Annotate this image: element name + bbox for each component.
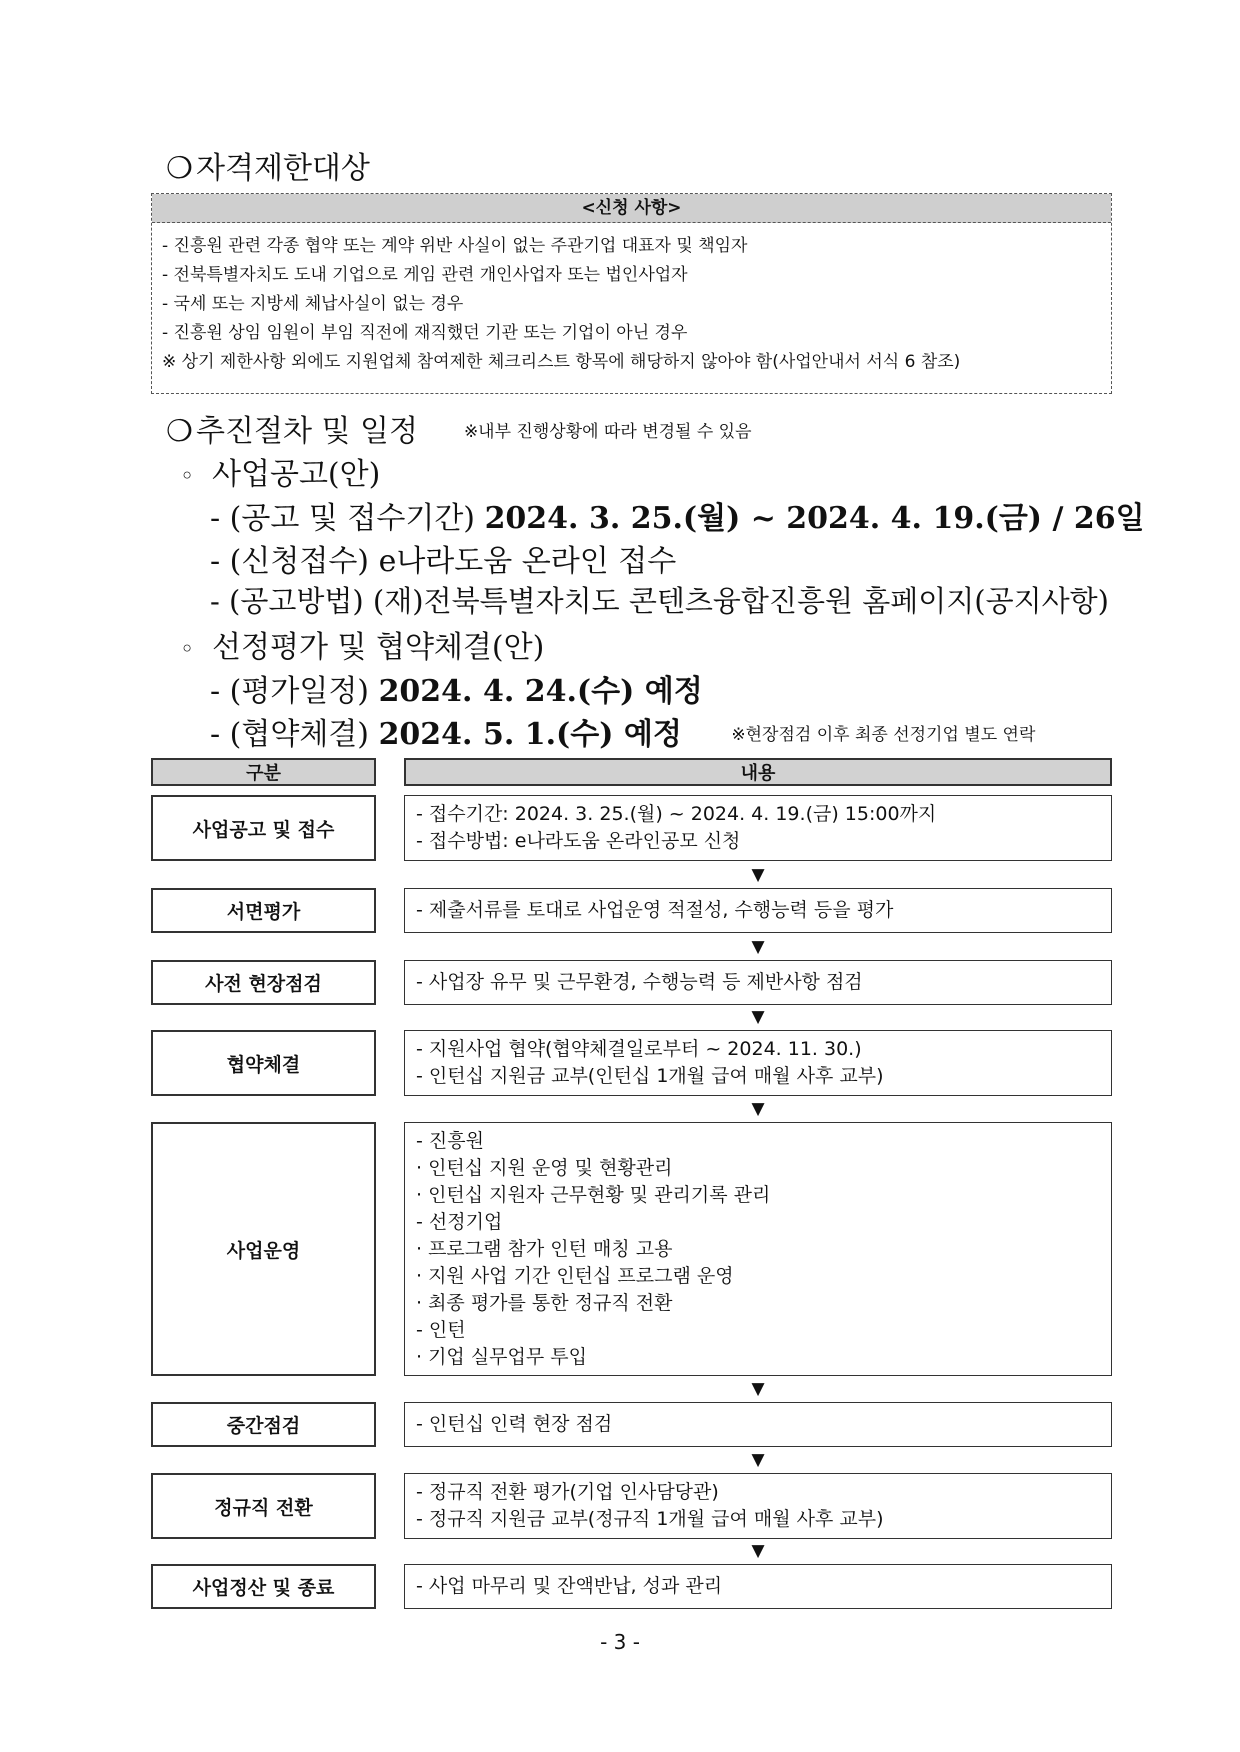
flow-step-label: 중간점검 [151,1402,376,1447]
flow-step-line: - 인턴십 지원금 교부(인턴십 1개월 급여 매월 사후 교부) [416,1065,884,1087]
flow-step-line: - 접수기간: 2024. 3. 25.(월) ~ 2024. 4. 19.(금) 15:00까지 [416,803,937,825]
flow-arrow-down-icon: ▼ [751,1379,765,1399]
flow-step-label: 사업운영 [151,1122,376,1376]
page-number: - 3 - [600,1630,640,1654]
qualification-item: - 진흥원 관련 각종 협약 또는 계약 위반 사실이 없는 주관기업 대표자 및 책임자 [162,236,748,256]
flow-step-label: 협약체결 [151,1030,376,1096]
flow-step-line: - 인턴십 인력 현장 점검 [416,1413,613,1435]
flow-step-line: · 프로그램 참가 인턴 매칭 고용 [416,1237,673,1260]
flow-step-label: 사업공고 및 접수 [151,795,376,861]
flow-step-line: - 사업 마무리 및 잔액반납, 성과 관리 [416,1575,723,1597]
circle-bullet-icon: ❍ [166,151,193,186]
small-circle-bullet-icon: ◦ [180,462,195,490]
schedule-line [210,666,703,710]
schedule-label: - (평가일정) [210,674,370,709]
flow-step-content [404,1122,1112,1376]
flow-header-content: 내용 [404,758,1112,786]
schedule-label: - (신청접수) [210,544,370,579]
qualification-item: - 진흥원 상임 임원이 부임 직전에 재직했던 기관 또는 기업이 아닌 경우 [162,323,688,343]
schedule-label: - (공고 및 접수기간) [210,501,476,536]
flow-arrow-down-icon: ▼ [751,1541,765,1561]
qualification-item: - 국세 또는 지방세 체납사실이 없는 경우 [162,294,464,314]
schedule-line [210,709,1035,753]
flow-arrow-down-icon: ▼ [751,1007,765,1027]
flow-step-content [404,795,1112,861]
flow-step-label: 정규직 전환 [151,1473,376,1539]
procedure-title: 추진절차 및 일정 [196,414,418,449]
schedule-line [210,579,1109,620]
flow-step-line: · 최종 평가를 통한 정규직 전환 [416,1291,673,1314]
flow-step-content [404,888,1112,933]
flow-step-line: - 접수방법: e나라도움 온라인공모 신청 [416,830,741,852]
flow-step-content [404,1402,1112,1447]
flow-header-label: 구분 [151,758,376,786]
qualification-box [151,193,1112,394]
flow-step-content [404,1030,1112,1096]
schedule-line [210,536,676,580]
flow-step-line: · 기업 실무업무 투입 [416,1345,587,1368]
qualification-note: ※ 상기 제한사항 외에도 지원업체 참여제한 체크리스트 항목에 해당하지 않아야 함(사업안내서 서식 6 참조) [162,352,961,372]
schedule-line [210,493,1145,537]
flow-step-content [404,960,1112,1005]
qualification-heading [166,143,370,187]
flow-step-line: · 인턴십 지원자 근무현황 및 관리기록 관리 [416,1183,771,1206]
flow-step-line: - 지원사업 협약(협약체결일로부터 ~ 2024. 11. 30.) [416,1038,862,1060]
schedule-label: - (공고방법) [210,584,364,618]
flow-step-label: 사업정산 및 종료 [151,1564,376,1609]
qualification-box-header: <신청 사항> [152,194,1111,223]
schedule-value: (재)전북특별자치도 콘텐츠융합진흥원 홈페이지(공지사항) [372,584,1109,618]
circle-bullet-icon: ❍ [166,414,193,449]
qualification-title: 자격제한대상 [196,151,370,186]
flow-arrow-down-icon: ▼ [751,1450,765,1470]
flow-step-line: - 선정기업 [416,1210,503,1233]
qualification-list [152,223,1111,377]
subsection-heading [180,449,380,493]
flow-arrow-down-icon: ▼ [751,1099,765,1119]
flow-step-label: 사전 현장점검 [151,960,376,1005]
flow-step-line: - 제출서류를 토대로 사업운영 적절성, 수행능력 등을 평가 [416,899,894,921]
subsection-title: 사업공고(안) [212,457,381,492]
flow-step-line: · 지원 사업 기간 인턴십 프로그램 운영 [416,1264,734,1287]
flow-step-content [404,1473,1112,1539]
flow-step-line: - 정규직 지원금 교부(정규직 1개월 급여 매월 사후 교부) [416,1508,884,1530]
schedule-value: 2024. 4. 24.(수) 예정 [378,674,703,709]
flow-step-line: - 인턴 [416,1318,466,1341]
flow-step-line: · 인턴십 지원 운영 및 현황관리 [416,1156,673,1179]
flow-step-line: - 사업장 유무 및 근무환경, 수행능력 등 제반사항 점검 [416,971,863,993]
subsection-heading [180,622,544,666]
schedule-label: - (협약체결) [210,717,370,752]
qualification-item: - 전북특별자치도 도내 기업으로 게임 관련 개인사업자 또는 법인사업자 [162,265,688,285]
schedule-value: 2024. 3. 25.(월) ~ 2024. 4. 19.(금) / 26일 [484,501,1145,536]
schedule-value: 2024. 5. 1.(수) 예정 [378,717,682,752]
flow-arrow-down-icon: ▼ [751,937,765,957]
flow-arrow-down-icon: ▼ [751,865,765,885]
schedule-note: ※현장점검 이후 최종 선정기업 별도 연락 [731,725,1036,745]
flow-step-line: - 진흥원 [416,1129,484,1152]
flow-step-content [404,1564,1112,1609]
procedure-heading [166,406,752,450]
flow-step-label: 서면평가 [151,888,376,933]
small-circle-bullet-icon: ◦ [180,635,195,663]
subsection-title: 선정평가 및 협약체결(안) [212,630,545,665]
flow-step-line: - 정규직 전환 평가(기업 인사담당관) [416,1481,719,1503]
schedule-value: e나라도움 온라인 접수 [378,544,677,579]
procedure-note: ※내부 진행상황에 따라 변경될 수 있음 [463,422,752,442]
